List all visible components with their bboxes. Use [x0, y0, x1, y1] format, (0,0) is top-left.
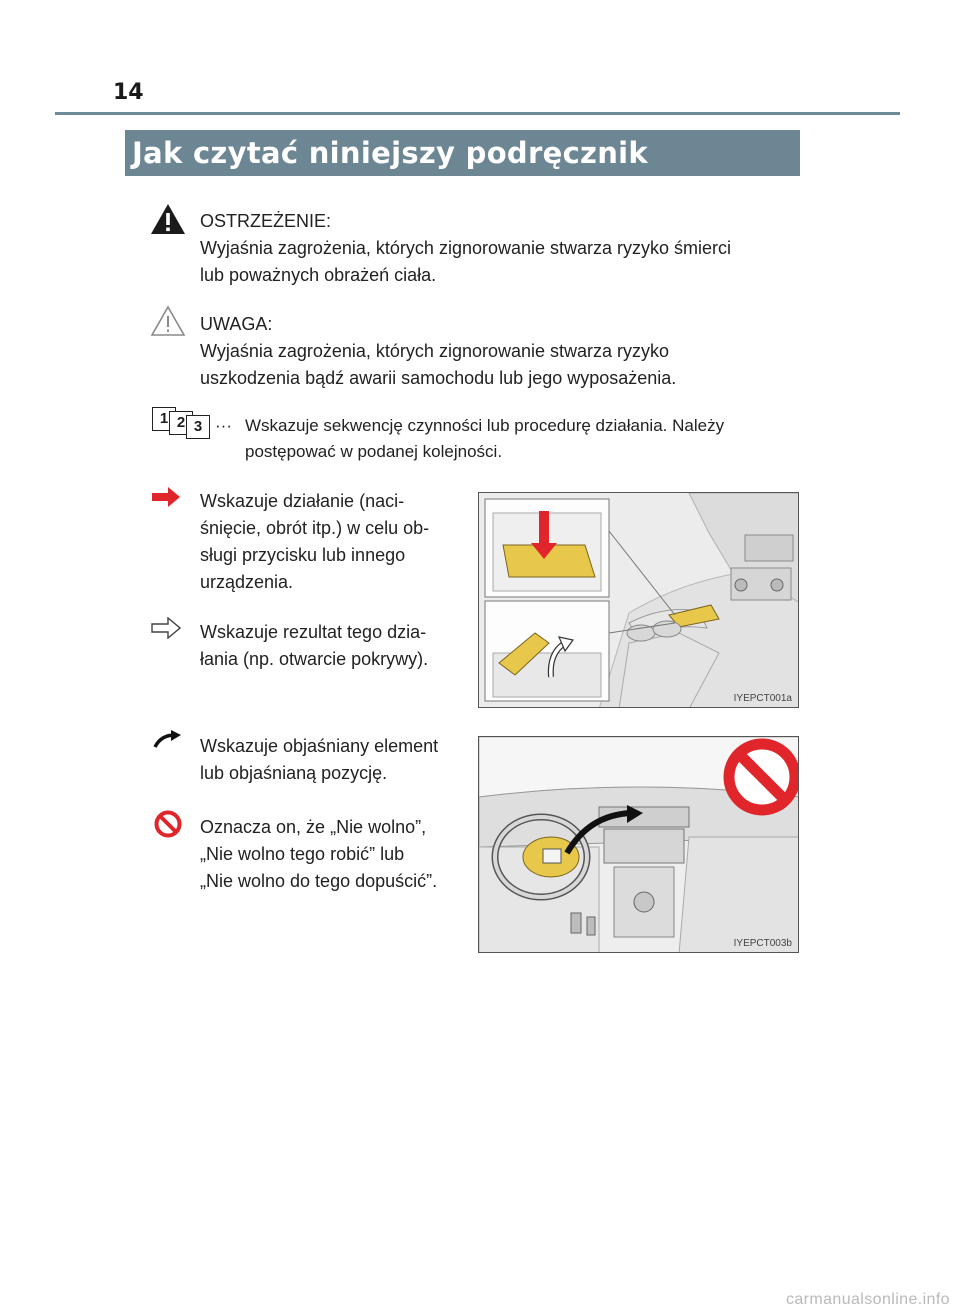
- action-text-line2: śnięcie, obrót itp.) w celu ob-: [200, 518, 430, 538]
- steps-text-line2: postępować w podanej kolejności.: [245, 442, 503, 461]
- result-text-line2: łania (np. otwarcie pokrywy).: [200, 649, 429, 669]
- outline-arrow-icon: [151, 617, 181, 639]
- warning-heading: OSTRZEŻENIE:: [200, 211, 332, 231]
- step-number-1: 1: [152, 407, 176, 431]
- dashboard-figure-code: IYEPCT003b: [733, 938, 792, 949]
- prohibited-text-line1: Oznacza on, że „Nie wolno”,: [200, 817, 427, 837]
- solid-arrow-icon: [151, 486, 181, 508]
- prohibited-icon: [154, 810, 182, 838]
- pointer-text-line1: Wskazuje objaśniany element: [200, 736, 439, 756]
- watermark: carmanualsonline.info: [785, 1291, 950, 1308]
- console-drawing: [479, 493, 799, 708]
- dashboard-drawing: [479, 737, 799, 953]
- console-illustration: [478, 492, 799, 708]
- warning-filled-icon: [150, 203, 186, 235]
- page-number: 14: [113, 80, 144, 105]
- step-number-2: 2: [169, 411, 193, 435]
- result-text-line1: Wskazuje rezultat tego dzia-: [200, 622, 427, 642]
- warning-outline-icon: [150, 305, 186, 337]
- caution-text-line2: uszkodzenia bądź awarii samochodu lub jego wyposażenia.: [200, 368, 677, 388]
- header-rule: [55, 112, 900, 115]
- caution-heading: UWAGA:: [200, 314, 273, 334]
- page-title: Jak czytać niniejszy podręcznik: [125, 130, 800, 176]
- dashboard-illustration: [478, 736, 799, 953]
- prohibited-text-line3: „Nie wolno do tego dopuścić”.: [200, 871, 438, 891]
- step-number-3: 3: [186, 415, 210, 439]
- curved-pointer-icon: [153, 729, 183, 749]
- action-text-line1: Wskazuje działanie (naci-: [200, 491, 405, 511]
- caution-text-line1: Wyjaśnia zagrożenia, których zignorowanie stwarza ryzyko: [200, 341, 670, 361]
- action-text-line3: sługi przycisku lub innego: [200, 545, 406, 565]
- pointer-text-line2: lub objaśnianą pozycję.: [200, 763, 388, 783]
- prohibited-text-line2: „Nie wolno tego robić” lub: [200, 844, 405, 864]
- steps-text-line1: Wskazuje sekwencję czynności lub procedurę działania. Należy: [245, 416, 725, 435]
- warning-text-line2: lub poważnych obrażeń ciała.: [200, 265, 437, 285]
- warning-text-line1: Wyjaśnia zagrożenia, których zignorowanie stwarza ryzyko śmierci: [200, 238, 732, 258]
- step-dots: ···: [215, 416, 232, 435]
- action-text-line4: urządzenia.: [200, 572, 294, 592]
- step-sequence-icon: [152, 407, 216, 437]
- console-figure-code: IYEPCT001a: [733, 693, 792, 704]
